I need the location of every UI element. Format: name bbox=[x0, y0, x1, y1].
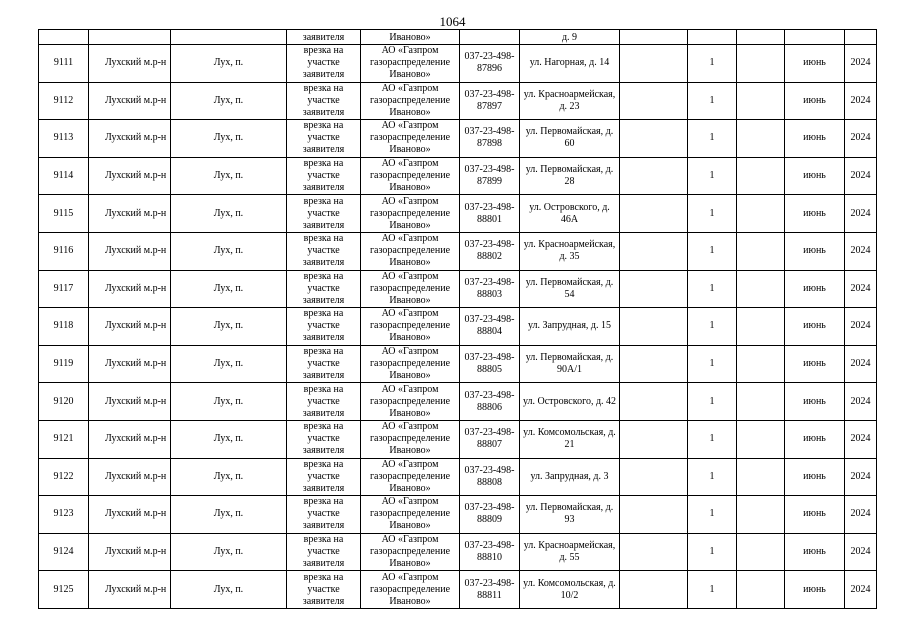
cell-empty bbox=[737, 308, 785, 346]
cell-address: ул. Первомайская, д. 90А/1 bbox=[520, 345, 620, 383]
cell-org: АО «Газпром газораспределение Иваново» bbox=[361, 383, 460, 421]
cell-district: Лухский м.р-н bbox=[89, 420, 171, 458]
cell-num: 9112 bbox=[39, 82, 89, 120]
cell-empty bbox=[620, 345, 688, 383]
cell-quantity: 1 bbox=[688, 458, 737, 496]
cell-district: Лухский м.р-н bbox=[89, 157, 171, 195]
cell-empty bbox=[688, 30, 737, 45]
cell-code: 037-23-498-88801 bbox=[460, 195, 520, 233]
cell-address: ул. Островского, д. 42 bbox=[520, 383, 620, 421]
cell-district: Лухский м.р-н bbox=[89, 571, 171, 609]
cell-locality: Лух, п. bbox=[171, 458, 287, 496]
cell-work: врезка на участке заявителя bbox=[287, 157, 361, 195]
cell-code: 037-23-498-88804 bbox=[460, 308, 520, 346]
cell-quantity: 1 bbox=[688, 496, 737, 534]
table-row bbox=[39, 232, 877, 270]
cell-empty bbox=[737, 270, 785, 308]
cell-locality: Лух, п. bbox=[171, 157, 287, 195]
cell-year: 2024 bbox=[845, 120, 877, 158]
cell-locality: Лух, п. bbox=[171, 82, 287, 120]
cell-empty bbox=[737, 82, 785, 120]
table-row bbox=[39, 120, 877, 158]
cell-address: д. 9 bbox=[520, 30, 620, 45]
page-number: 1064 bbox=[439, 14, 466, 29]
cell-address: ул. Первомайская, д. 28 bbox=[520, 157, 620, 195]
cell-code: 037-23-498-88803 bbox=[460, 270, 520, 308]
cell-work: врезка на участке заявителя bbox=[287, 571, 361, 609]
cell-locality: Лух, п. bbox=[171, 533, 287, 571]
cell-org: АО «Газпром газораспределение Иваново» bbox=[361, 120, 460, 158]
cell-empty bbox=[737, 496, 785, 534]
table-row bbox=[39, 458, 877, 496]
cell-year: 2024 bbox=[845, 82, 877, 120]
cell-org: АО «Газпром газораспределение Иваново» bbox=[361, 308, 460, 346]
cell-year: 2024 bbox=[845, 195, 877, 233]
cell-org: АО «Газпром газораспределение Иваново» bbox=[361, 270, 460, 308]
cell-locality: Лух, п. bbox=[171, 195, 287, 233]
cell-code: 037-23-498-88802 bbox=[460, 232, 520, 270]
cell-work: врезка на участке заявителя bbox=[287, 308, 361, 346]
cell-empty bbox=[620, 120, 688, 158]
cell-district: Лухский м.р-н bbox=[89, 345, 171, 383]
cell-address: ул. Комсомольская, д. 21 bbox=[520, 420, 620, 458]
cell-empty bbox=[737, 458, 785, 496]
cell-empty bbox=[620, 533, 688, 571]
table-row bbox=[39, 270, 877, 308]
cell-empty bbox=[620, 458, 688, 496]
cell-address: ул. Нагорная, д. 14 bbox=[520, 45, 620, 83]
cell-address: ул. Запрудная, д. 3 bbox=[520, 458, 620, 496]
cell-quantity: 1 bbox=[688, 232, 737, 270]
cell-empty bbox=[737, 120, 785, 158]
cell-quantity: 1 bbox=[688, 120, 737, 158]
cell-org: АО «Газпром газораспределение Иваново» bbox=[361, 195, 460, 233]
cell-work: врезка на участке заявителя bbox=[287, 45, 361, 83]
cell-empty bbox=[737, 30, 785, 45]
cell-num bbox=[39, 30, 89, 45]
table-row bbox=[39, 195, 877, 233]
table-row bbox=[39, 345, 877, 383]
cell-quantity: 1 bbox=[688, 345, 737, 383]
cell-district: Лухский м.р-н bbox=[89, 45, 171, 83]
cell-code: 037-23-498-88805 bbox=[460, 345, 520, 383]
cell-district: Лухский м.р-н bbox=[89, 308, 171, 346]
cell-year: 2024 bbox=[845, 496, 877, 534]
cell-empty bbox=[737, 571, 785, 609]
cell-num: 9115 bbox=[39, 195, 89, 233]
cell-code: 037-23-498-88811 bbox=[460, 571, 520, 609]
cell-year: 2024 bbox=[845, 270, 877, 308]
cell-district: Лухский м.р-н bbox=[89, 383, 171, 421]
cell-empty bbox=[737, 232, 785, 270]
table-row bbox=[39, 45, 877, 83]
cell-empty bbox=[620, 383, 688, 421]
cell-quantity: 1 bbox=[688, 383, 737, 421]
cell-locality: Лух, п. bbox=[171, 420, 287, 458]
cell-district: Лухский м.р-н bbox=[89, 232, 171, 270]
cell-work: врезка на участке заявителя bbox=[287, 120, 361, 158]
cell-address: ул. Первомайская, д. 54 bbox=[520, 270, 620, 308]
cell-quantity: 1 bbox=[688, 195, 737, 233]
cell-org: АО «Газпром газораспределение Иваново» bbox=[361, 533, 460, 571]
cell-code: 037-23-498-88806 bbox=[460, 383, 520, 421]
cell-month: июнь bbox=[785, 232, 845, 270]
table-row bbox=[39, 420, 877, 458]
cell-quantity: 1 bbox=[688, 270, 737, 308]
cell-empty bbox=[737, 195, 785, 233]
cell-code: 037-23-498-87896 bbox=[460, 45, 520, 83]
cell-code: 037-23-498-87897 bbox=[460, 82, 520, 120]
cell-year: 2024 bbox=[845, 533, 877, 571]
cell-locality: Лух, п. bbox=[171, 383, 287, 421]
cell-num: 9113 bbox=[39, 120, 89, 158]
cell-empty bbox=[737, 45, 785, 83]
cell-month: июнь bbox=[785, 420, 845, 458]
cell-org: Иваново» bbox=[361, 30, 460, 45]
cell-empty bbox=[785, 30, 845, 45]
cell-org: АО «Газпром газораспределение Иваново» bbox=[361, 420, 460, 458]
cell-year: 2024 bbox=[845, 308, 877, 346]
cell-work: врезка на участке заявителя bbox=[287, 195, 361, 233]
cell-empty bbox=[620, 420, 688, 458]
cell-code: 037-23-498-88807 bbox=[460, 420, 520, 458]
table-row bbox=[39, 308, 877, 346]
cell-month: июнь bbox=[785, 270, 845, 308]
cell-empty bbox=[620, 571, 688, 609]
cell-org: АО «Газпром газораспределение Иваново» bbox=[361, 458, 460, 496]
cell-locality: Лух, п. bbox=[171, 345, 287, 383]
cell-month: июнь bbox=[785, 571, 845, 609]
cell-org: АО «Газпром газораспределение Иваново» bbox=[361, 571, 460, 609]
cell-locality: Лух, п. bbox=[171, 571, 287, 609]
cell-month: июнь bbox=[785, 120, 845, 158]
cell-empty bbox=[737, 383, 785, 421]
table-row bbox=[39, 383, 877, 421]
cell-year: 2024 bbox=[845, 45, 877, 83]
cell-num: 9116 bbox=[39, 232, 89, 270]
cell-month: июнь bbox=[785, 308, 845, 346]
cell-num: 9117 bbox=[39, 270, 89, 308]
cell-work: врезка на участке заявителя bbox=[287, 533, 361, 571]
cell-org: АО «Газпром газораспределение Иваново» bbox=[361, 157, 460, 195]
cell-empty bbox=[737, 345, 785, 383]
cell-locality: Лух, п. bbox=[171, 45, 287, 83]
table-row bbox=[39, 533, 877, 571]
table-row bbox=[39, 82, 877, 120]
cell-address: ул. Первомайская, д. 93 bbox=[520, 496, 620, 534]
cell-year: 2024 bbox=[845, 232, 877, 270]
cell-empty bbox=[620, 45, 688, 83]
cell-empty bbox=[620, 195, 688, 233]
cell-work: врезка на участке заявителя bbox=[287, 420, 361, 458]
cell-num: 9125 bbox=[39, 571, 89, 609]
table-row-continued bbox=[39, 30, 877, 45]
cell-month: июнь bbox=[785, 533, 845, 571]
cell-month: июнь bbox=[785, 82, 845, 120]
cell-year: 2024 bbox=[845, 383, 877, 421]
cell-district: Лухский м.р-н bbox=[89, 195, 171, 233]
cell-num: 9124 bbox=[39, 533, 89, 571]
cell-empty bbox=[737, 420, 785, 458]
cell-num: 9123 bbox=[39, 496, 89, 534]
cell-empty bbox=[737, 533, 785, 571]
cell-num: 9119 bbox=[39, 345, 89, 383]
cell-month: июнь bbox=[785, 195, 845, 233]
cell-year: 2024 bbox=[845, 571, 877, 609]
cell-district: Лухский м.р-н bbox=[89, 270, 171, 308]
gas-connections-table bbox=[38, 29, 877, 609]
cell-work: заявителя bbox=[287, 30, 361, 45]
cell-address: ул. Комсомольская, д. 10/2 bbox=[520, 571, 620, 609]
cell-quantity: 1 bbox=[688, 45, 737, 83]
cell-address: ул. Островского, д. 46А bbox=[520, 195, 620, 233]
cell-locality bbox=[171, 30, 287, 45]
cell-locality: Лух, п. bbox=[171, 270, 287, 308]
cell-num: 9121 bbox=[39, 420, 89, 458]
cell-year: 2024 bbox=[845, 458, 877, 496]
cell-quantity: 1 bbox=[688, 157, 737, 195]
table-row bbox=[39, 571, 877, 609]
cell-quantity: 1 bbox=[688, 308, 737, 346]
cell-empty bbox=[620, 270, 688, 308]
cell-org: АО «Газпром газораспределение Иваново» bbox=[361, 345, 460, 383]
cell-empty bbox=[620, 30, 688, 45]
cell-month: июнь bbox=[785, 345, 845, 383]
cell-district: Лухский м.р-н bbox=[89, 533, 171, 571]
cell-locality: Лух, п. bbox=[171, 232, 287, 270]
cell-year: 2024 bbox=[845, 420, 877, 458]
cell-code: 037-23-498-88809 bbox=[460, 496, 520, 534]
cell-year: 2024 bbox=[845, 345, 877, 383]
cell-address: ул. Красноармейская, д. 35 bbox=[520, 232, 620, 270]
table-row bbox=[39, 496, 877, 534]
cell-code: 037-23-498-88808 bbox=[460, 458, 520, 496]
cell-empty bbox=[620, 308, 688, 346]
cell-code bbox=[460, 30, 520, 45]
cell-address: ул. Первомайская, д. 60 bbox=[520, 120, 620, 158]
cell-district: Лухский м.р-н bbox=[89, 120, 171, 158]
cell-empty bbox=[620, 157, 688, 195]
cell-num: 9111 bbox=[39, 45, 89, 83]
cell-org: АО «Газпром газораспределение Иваново» bbox=[361, 496, 460, 534]
cell-quantity: 1 bbox=[688, 533, 737, 571]
cell-district bbox=[89, 30, 171, 45]
cell-district: Лухский м.р-н bbox=[89, 458, 171, 496]
cell-empty bbox=[845, 30, 877, 45]
cell-work: врезка на участке заявителя bbox=[287, 383, 361, 421]
cell-code: 037-23-498-87899 bbox=[460, 157, 520, 195]
cell-work: врезка на участке заявителя bbox=[287, 345, 361, 383]
cell-district: Лухский м.р-н bbox=[89, 496, 171, 534]
cell-year: 2024 bbox=[845, 157, 877, 195]
cell-address: ул. Запрудная, д. 15 bbox=[520, 308, 620, 346]
cell-empty bbox=[737, 157, 785, 195]
cell-code: 037-23-498-87898 bbox=[460, 120, 520, 158]
cell-org: АО «Газпром газораспределение Иваново» bbox=[361, 232, 460, 270]
cell-address: ул. Красноармейская, д. 23 bbox=[520, 82, 620, 120]
cell-code: 037-23-498-88810 bbox=[460, 533, 520, 571]
cell-quantity: 1 bbox=[688, 420, 737, 458]
cell-month: июнь bbox=[785, 496, 845, 534]
cell-locality: Лух, п. bbox=[171, 120, 287, 158]
cell-district: Лухский м.р-н bbox=[89, 82, 171, 120]
cell-month: июнь bbox=[785, 157, 845, 195]
cell-empty bbox=[620, 232, 688, 270]
cell-address: ул. Красноармейская, д. 55 bbox=[520, 533, 620, 571]
cell-locality: Лух, п. bbox=[171, 308, 287, 346]
cell-work: врезка на участке заявителя bbox=[287, 82, 361, 120]
cell-quantity: 1 bbox=[688, 82, 737, 120]
cell-work: врезка на участке заявителя bbox=[287, 232, 361, 270]
cell-work: врезка на участке заявителя bbox=[287, 270, 361, 308]
cell-empty bbox=[620, 82, 688, 120]
cell-locality: Лух, п. bbox=[171, 496, 287, 534]
cell-org: АО «Газпром газораспределение Иваново» bbox=[361, 82, 460, 120]
cell-month: июнь bbox=[785, 458, 845, 496]
cell-month: июнь bbox=[785, 45, 845, 83]
cell-work: врезка на участке заявителя bbox=[287, 458, 361, 496]
table-row bbox=[39, 157, 877, 195]
cell-month: июнь bbox=[785, 383, 845, 421]
cell-num: 9118 bbox=[39, 308, 89, 346]
cell-num: 9120 bbox=[39, 383, 89, 421]
cell-org: АО «Газпром газораспределение Иваново» bbox=[361, 45, 460, 83]
cell-num: 9114 bbox=[39, 157, 89, 195]
cell-empty bbox=[620, 496, 688, 534]
cell-num: 9122 bbox=[39, 458, 89, 496]
cell-quantity: 1 bbox=[688, 571, 737, 609]
cell-work: врезка на участке заявителя bbox=[287, 496, 361, 534]
